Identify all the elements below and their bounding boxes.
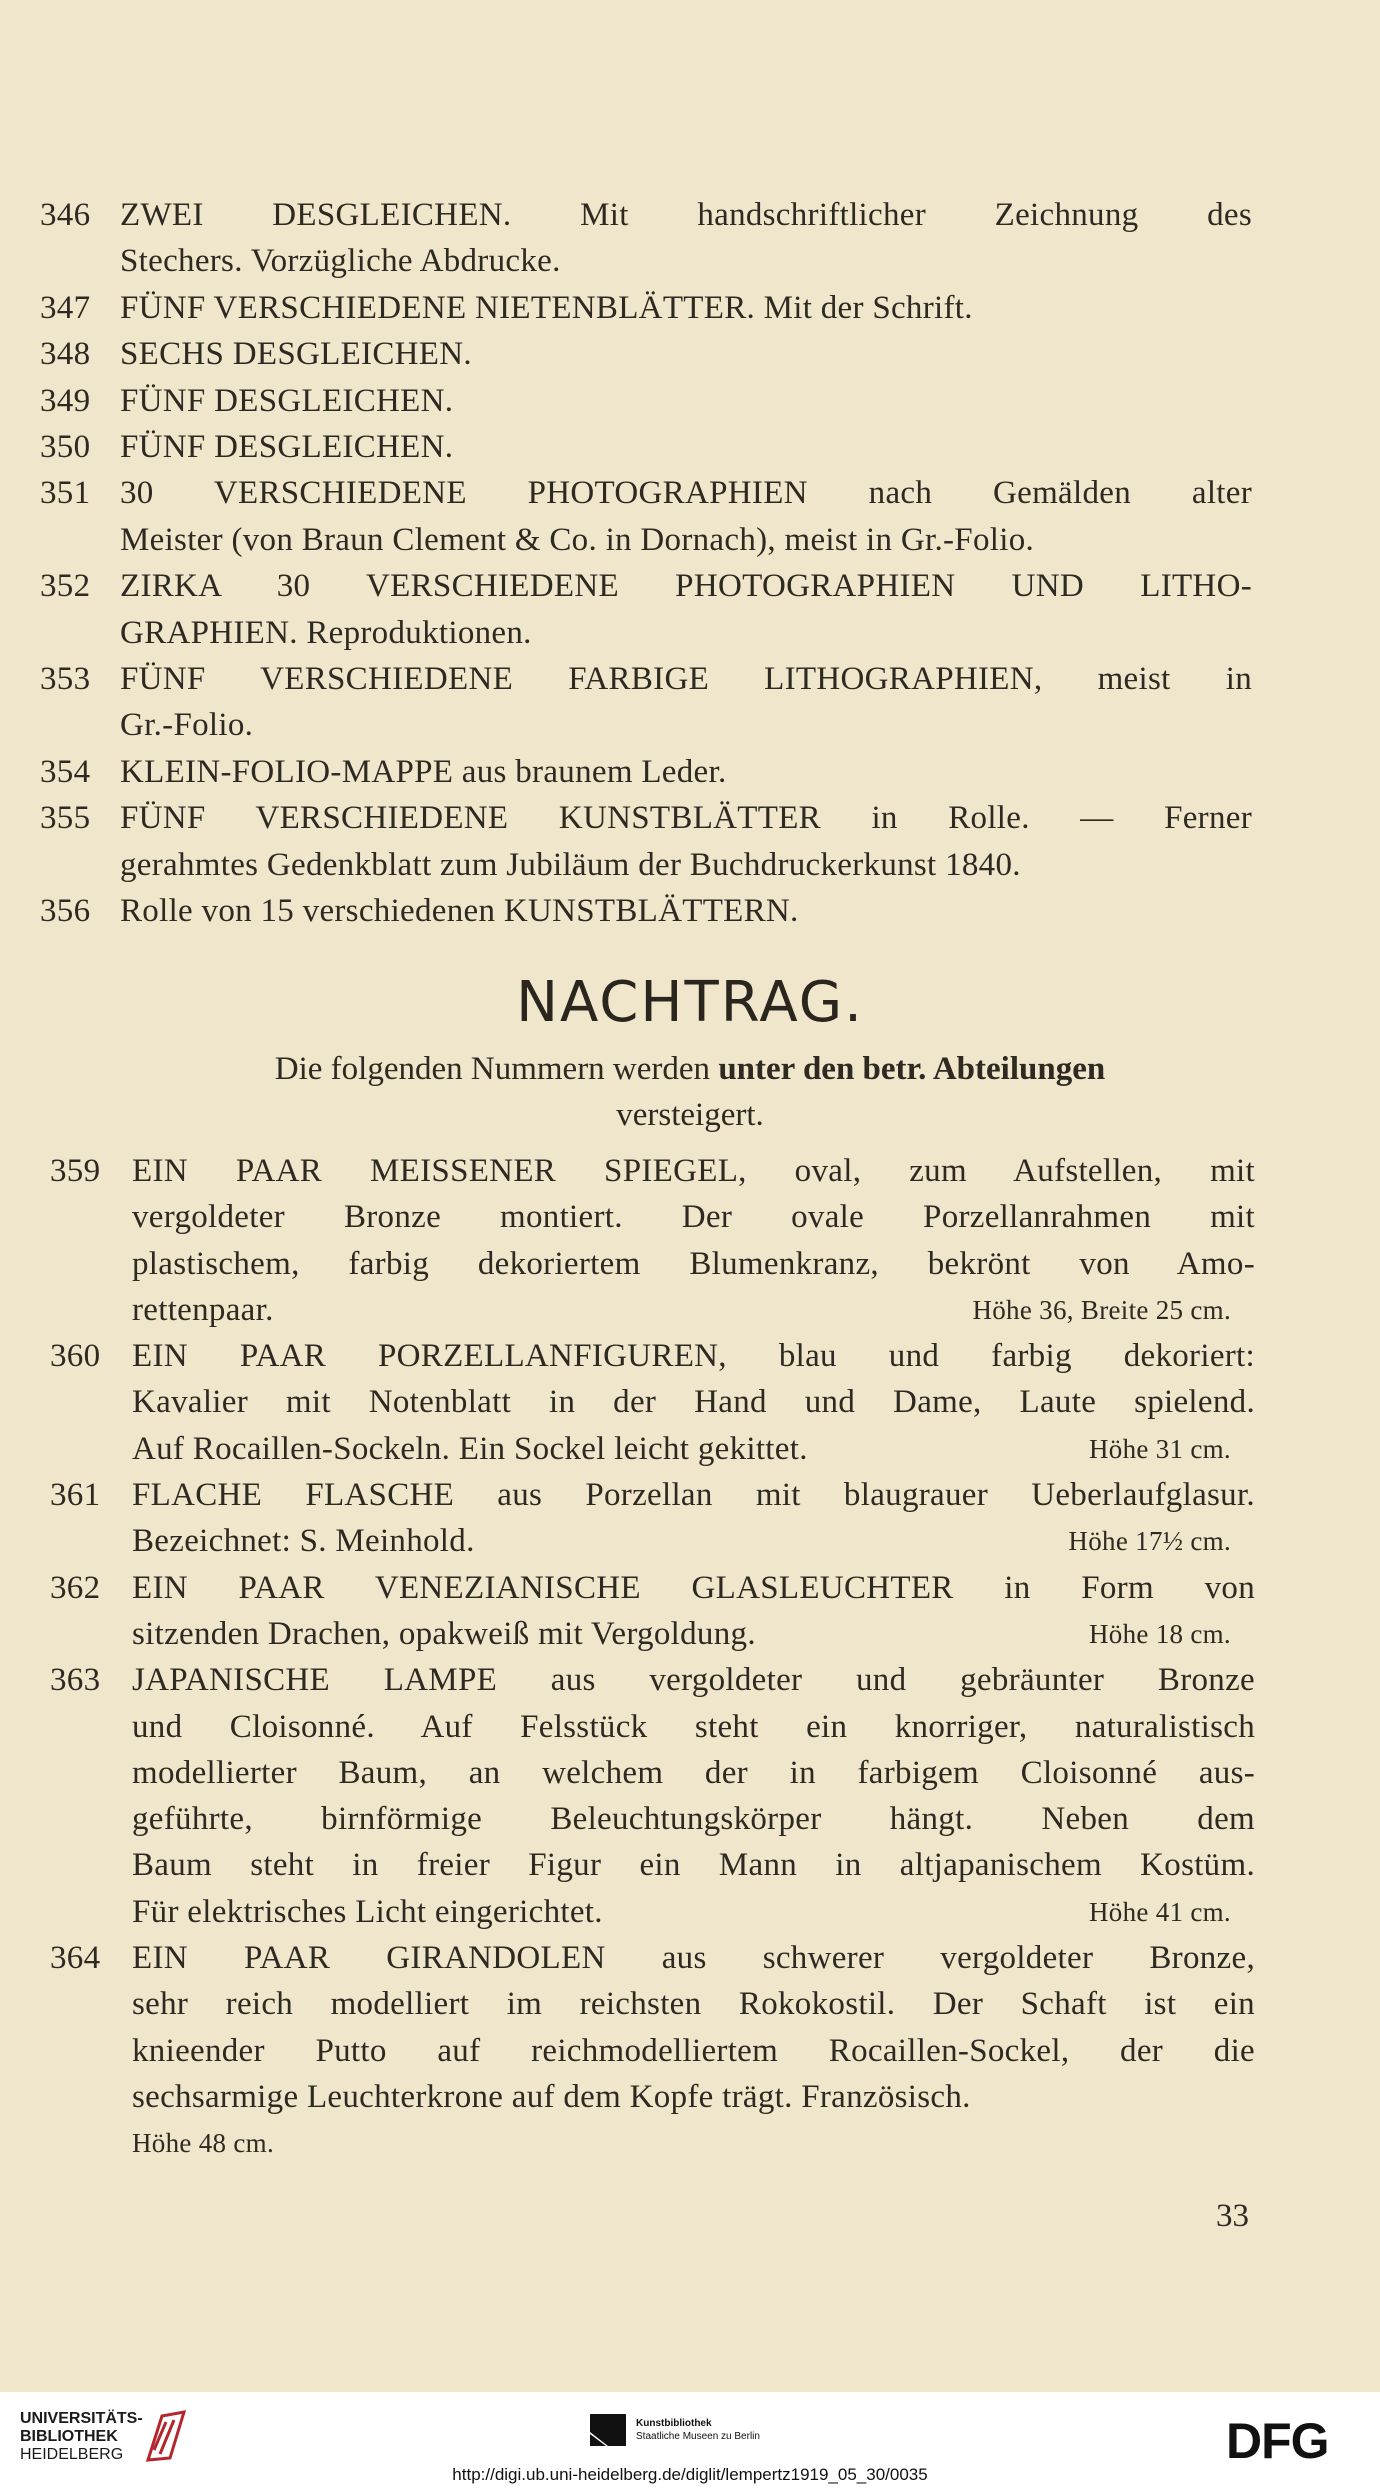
entry-line-text: FÜNF VERSCHIEDENE KUNSTBLÄTTER in Rolle. — Ferner xyxy=(120,800,1252,837)
entry-line xyxy=(132,1796,1255,1842)
entry-line xyxy=(120,517,1252,563)
entry-description xyxy=(120,563,1252,656)
entry-line-text: FLACHE FLASCHE aus Porzellan mit blaugrauer Ueberlaufglasur. xyxy=(132,1477,1255,1514)
entry-line-text: GRAPHIEN. Reproduktionen. xyxy=(120,614,532,651)
entry-dimensions: Höhe 36, Breite 25 cm. xyxy=(972,1294,1231,1325)
entry-line-text: Rolle von 15 verschiedenen KUNSTBLÄTTERN. xyxy=(120,893,799,930)
entry-line-text: EIN PAAR GIRANDOLEN aus schwerer vergoldeter Bronze, xyxy=(132,1940,1255,1977)
entry-line-text: Auf Rocaillen-Sockeln. Ein Sockel leicht gekittet. xyxy=(132,1430,808,1467)
entry-line xyxy=(132,1750,1255,1796)
entry-number: 364 xyxy=(50,1940,101,1977)
entry-line-text: Kavalier mit Notenblatt in der Hand und Dame, Laute spielend. xyxy=(132,1384,1255,1421)
entry-line-text: Stechers. Vorzügliche Abdrucke. xyxy=(120,243,561,280)
entry-line xyxy=(132,1611,1255,1657)
entry-line xyxy=(132,1889,1255,1935)
entry-number: 353 xyxy=(40,661,91,698)
kunstbibliothek-text xyxy=(636,2417,760,2443)
entry-line-text: Meister (von Braun Clement & Co. in Dornach), meist in Gr.-Folio. xyxy=(120,521,1035,558)
entry-line xyxy=(132,1704,1255,1750)
entry-line-text: Bezeichnet: S. Meinhold. xyxy=(132,1523,475,1560)
catalog-entry xyxy=(50,1148,1255,1333)
entry-line xyxy=(120,285,1252,331)
entry-line-text: rettenpaar. xyxy=(132,1291,274,1328)
catalog-entry xyxy=(50,1333,1255,1472)
entry-number: 355 xyxy=(40,800,91,837)
entry-line-text: FÜNF VERSCHIEDENE FARBIGE LITHOGRAPHIEN, meist in xyxy=(120,661,1252,698)
catalog-entry xyxy=(40,888,1252,934)
entry-line xyxy=(120,563,1252,609)
subheading-bold: unter den betr. Abteilungen xyxy=(718,1051,1106,1087)
catalog-entry xyxy=(50,1657,1255,1935)
entry-line xyxy=(120,378,1252,424)
entry-line-text: FÜNF DESGLEICHEN. xyxy=(120,382,454,419)
entry-line xyxy=(132,2028,1255,2074)
entry-description xyxy=(120,749,1252,795)
entry-number: 359 xyxy=(50,1153,101,1189)
entry-line xyxy=(120,424,1252,470)
kb-title: Kunstbibliothek xyxy=(636,2418,712,2429)
uni-line-1: UNIVERSITÄTS- xyxy=(20,2410,143,2427)
entry-line xyxy=(120,470,1252,516)
catalog-entry xyxy=(40,331,1252,377)
entry-line xyxy=(132,1194,1255,1240)
entry-description xyxy=(132,1333,1255,1472)
entry-line xyxy=(120,702,1252,748)
entry-description xyxy=(120,285,1252,331)
entry-line-text: ZWEI DESGLEICHEN. Mit handschriftlicher Zeichnung des xyxy=(120,197,1252,233)
subheading-text-end: versteigert. xyxy=(616,1097,764,1133)
entry-description xyxy=(132,1472,1255,1565)
entry-line xyxy=(120,749,1252,795)
entry-line-text: EIN PAAR PORZELLANFIGUREN, blau und farbig dekoriert: xyxy=(132,1338,1255,1375)
entry-line xyxy=(120,238,1252,284)
catalog-entry xyxy=(40,424,1252,470)
entry-line-text: gerahmtes Gedenkblatt zum Jubiläum der Buchdruckerkunst 1840. xyxy=(120,846,1021,883)
entry-line xyxy=(132,1565,1255,1611)
entry-line-text: vergoldeter Bronze montiert. Der ovale Porzellanrahmen mit xyxy=(132,1199,1255,1236)
entry-line-text: sechsarmige Leuchterkrone auf dem Kopfe trägt. Französisch. xyxy=(132,2078,971,2115)
catalog-entries-main xyxy=(40,192,1252,935)
catalog-entry xyxy=(50,1472,1255,1565)
entry-line-text: 30 VERSCHIEDENE PHOTOGRAPHIEN nach Gemälden alter xyxy=(120,475,1252,512)
entry-line xyxy=(120,331,1252,377)
entry-dimensions: Höhe 31 cm. xyxy=(1088,1433,1231,1464)
entry-number: 352 xyxy=(40,568,91,605)
entry-line xyxy=(132,1287,1255,1333)
entry-number: 356 xyxy=(40,893,91,930)
catalog-entries-supplement xyxy=(50,1148,1255,2167)
entry-line xyxy=(120,842,1252,888)
entry-line-text: modellierter Baum, an welchem der in farbigem Cloisonné aus- xyxy=(132,1754,1255,1791)
entry-line-text: sitzenden Drachen, opakweiß mit Vergoldung. xyxy=(132,1615,756,1652)
entry-number: 346 xyxy=(40,197,91,233)
catalog-entry xyxy=(50,1935,1255,2166)
entry-line xyxy=(132,1426,1255,1472)
catalog-entry xyxy=(40,470,1252,563)
entry-line-text: geführte, birnförmige Beleuchtungskörper hängt. Neben dem xyxy=(132,1801,1255,1838)
entry-description xyxy=(120,424,1252,470)
entry-line-text: EIN PAAR VENEZIANISCHE GLASLEUCHTER in Form von xyxy=(132,1569,1255,1606)
entry-description xyxy=(132,1565,1255,1658)
entry-line xyxy=(132,1241,1255,1287)
entry-description xyxy=(132,1148,1255,1333)
entry-dimensions: Höhe 48 cm. xyxy=(132,2128,275,2159)
entry-line-text: und Cloisonné. Auf Felsstück steht ein knorriger, naturalistisch xyxy=(132,1708,1255,1745)
catalog-entry xyxy=(40,563,1252,656)
entry-line xyxy=(132,1333,1255,1379)
uni-line-3: HEIDELBERG xyxy=(20,2446,124,2463)
entry-line-text: ZIRKA 30 VERSCHIEDENE PHOTOGRAPHIEN UND LITHO- xyxy=(120,568,1252,605)
source-url[interactable]: http://digi.ub.uni-heidelberg.de/diglit/lempertz1919_05_30/0035 xyxy=(452,2465,928,2484)
university-library-logo[interactable] xyxy=(20,2410,143,2464)
entry-number: 363 xyxy=(50,1662,101,1699)
entry-dimensions: Höhe 41 cm. xyxy=(1088,1896,1231,1927)
page-number: 33 xyxy=(1216,2198,1249,2234)
entry-line xyxy=(132,1657,1255,1703)
entry-description xyxy=(132,1657,1255,1935)
entry-line-text: sehr reich modelliert im reichsten Rokokostil. Der Schaft ist ein xyxy=(132,1986,1255,2023)
digitization-footer xyxy=(0,2392,1380,2489)
entry-line-text: Für elektrisches Licht eingerichtet. xyxy=(132,1893,603,1930)
entry-number: 362 xyxy=(50,1569,101,1606)
entry-line xyxy=(120,192,1252,238)
entry-dimensions: Höhe 18 cm. xyxy=(1088,1618,1231,1649)
entry-line xyxy=(132,1842,1255,1888)
entry-line xyxy=(132,1518,1255,1564)
entry-number: 348 xyxy=(40,336,91,373)
entry-line xyxy=(132,2074,1255,2120)
entry-line xyxy=(120,795,1252,841)
entry-line xyxy=(120,610,1252,656)
entry-description xyxy=(132,1935,1255,2166)
entry-line xyxy=(132,1981,1255,2027)
entry-line xyxy=(120,656,1252,702)
entry-description xyxy=(120,888,1252,934)
entry-line-text: EIN PAAR MEISSENER SPIEGEL, oval, zum Aufstellen, mit xyxy=(132,1153,1255,1189)
catalog-entry xyxy=(40,378,1252,424)
entry-number: 350 xyxy=(40,429,91,466)
catalog-entry xyxy=(40,656,1252,749)
entry-line-text: plastischem, farbig dekoriertem Blumenkranz, bekrönt von Amo- xyxy=(132,1245,1255,1282)
entry-line-text: FÜNF VERSCHIEDENE NIETENBLÄTTER. Mit der Schrift. xyxy=(120,289,973,326)
entry-line-text: JAPANISCHE LAMPE aus vergoldeter und gebräunter Bronze xyxy=(132,1662,1255,1699)
entry-line-text: FÜNF DESGLEICHEN. xyxy=(120,429,454,466)
catalog-entry xyxy=(40,192,1252,285)
entry-description xyxy=(120,378,1252,424)
entry-dimensions: Höhe 17½ cm. xyxy=(1068,1526,1231,1557)
catalog-entry xyxy=(40,285,1252,331)
entry-line-text: Gr.-Folio. xyxy=(120,707,254,744)
entry-number: 360 xyxy=(50,1338,101,1375)
subheading-text: Die folgenden Nummern werden xyxy=(274,1051,711,1087)
entry-line-text: SECHS DESGLEICHEN. xyxy=(120,336,472,373)
entry-description xyxy=(120,470,1252,563)
entry-description xyxy=(120,656,1252,749)
kb-subtitle: Staatliche Museen zu Berlin xyxy=(636,2431,760,2442)
dfg-logo[interactable]: DFG xyxy=(1226,2413,1329,2469)
catalog-entry xyxy=(50,1565,1255,1658)
section-subheading xyxy=(0,1046,1380,1138)
entry-line-text: Baum steht in freier Figur ein Mann in altjapanischem Kostüm. xyxy=(132,1847,1255,1884)
entry-number: 361 xyxy=(50,1477,101,1514)
section-heading: NACHTRAG. xyxy=(516,970,864,1035)
catalog-entry xyxy=(40,749,1252,795)
entry-line xyxy=(132,1379,1255,1425)
uni-line-2: BIBLIOTHEK xyxy=(20,2428,118,2445)
entry-line xyxy=(132,1148,1255,1194)
entry-description xyxy=(120,192,1252,285)
entry-number: 351 xyxy=(40,475,91,512)
entry-line xyxy=(120,888,1252,934)
entry-number: 347 xyxy=(40,289,91,326)
entry-line-text: KLEIN-FOLIO-MAPPE aus braunem Leder. xyxy=(120,753,727,790)
entry-line xyxy=(132,1472,1255,1518)
catalog-entry xyxy=(40,795,1252,888)
entry-description xyxy=(120,795,1252,888)
kunstbibliothek-logo[interactable] xyxy=(588,2410,760,2450)
university-seal-icon xyxy=(140,2410,190,2464)
entry-line xyxy=(132,1935,1255,1981)
entry-number: 354 xyxy=(40,753,91,790)
entry-description xyxy=(120,331,1252,377)
entry-number: 349 xyxy=(40,382,91,419)
kunstbibliothek-mark-icon xyxy=(588,2410,628,2450)
entry-line-text: knieender Putto auf reichmodelliertem Rocaillen-Sockel, der die xyxy=(132,2032,1255,2069)
